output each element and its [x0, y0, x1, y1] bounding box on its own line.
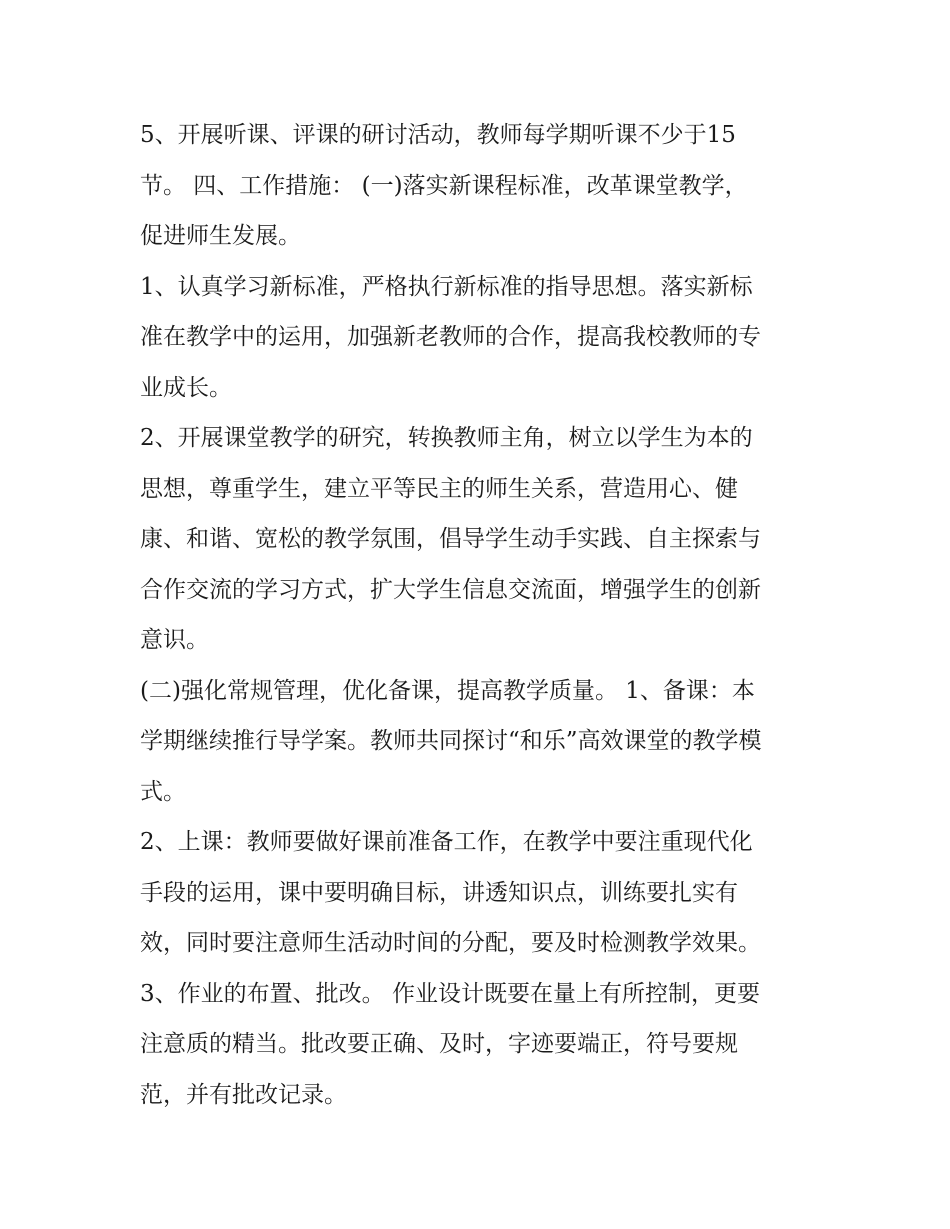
paragraph-4: [140, 666, 820, 818]
text-line: 意识。: [140, 627, 209, 653]
text-line: 式。: [140, 778, 186, 805]
paragraph-3: [140, 413, 820, 666]
text-line: 康、和谐、宽松的教学氛围，倡导学生动手实践、自主探索与: [140, 526, 761, 552]
document-body: [140, 110, 820, 1120]
paragraph-1: [140, 110, 820, 262]
text-line: 效，同时要注意师生活动时间的分配，要及时检测教学效果。: [140, 930, 761, 956]
text-line: 思想，尊重学生，建立平等民主的师生关系，营造用心、健: [140, 475, 738, 502]
text-line: 学期继续推行导学案。教师共同探讨“和乐”高效课堂的教学模: [140, 728, 762, 754]
text-line: 2、上课：教师要做好课前准备工作，在教学中要注重现代化: [140, 829, 753, 855]
text-line: (二)强化常规管理，优化备课，提高教学质量。 1、备课：本: [140, 677, 755, 704]
paragraph-5: [140, 817, 820, 969]
text-line: 1、认真学习新标准，严格执行新标准的指导思想。落实新标: [140, 273, 753, 300]
text-line: 合作交流的学习方式，扩大学生信息交流面，增强学生的创新: [140, 576, 761, 603]
text-line: 范，并有批改记录。: [140, 1081, 347, 1108]
text-line: 促进师生发展。: [140, 223, 301, 249]
text-line: 手段的运用，课中要明确目标，讲透知识点，训练要扎实有: [140, 879, 738, 906]
text-line: 5、开展听课、评课的研讨活动，教师每学期听课不少于15: [140, 122, 736, 148]
paragraph-6: [140, 969, 820, 1121]
text-line: 3、作业的布置、批改。 作业设计既要在量上有所控制，更要: [140, 980, 760, 1007]
text-line: 节。 四、工作措施： (一)落实新课程标准，改革课堂教学，: [140, 172, 748, 199]
paragraph-2: [140, 262, 820, 414]
text-line: 注意质的精当。批改要正确、及时，字迹要端正，符号要规: [140, 1031, 738, 1057]
text-line: 业成长。: [140, 374, 232, 401]
text-line: 准在教学中的运用，加强新老教师的合作，提高我校教师的专: [140, 324, 761, 350]
text-line: 2、开展课堂教学的研究，转换教师主角，树立以学生为本的: [140, 425, 753, 451]
